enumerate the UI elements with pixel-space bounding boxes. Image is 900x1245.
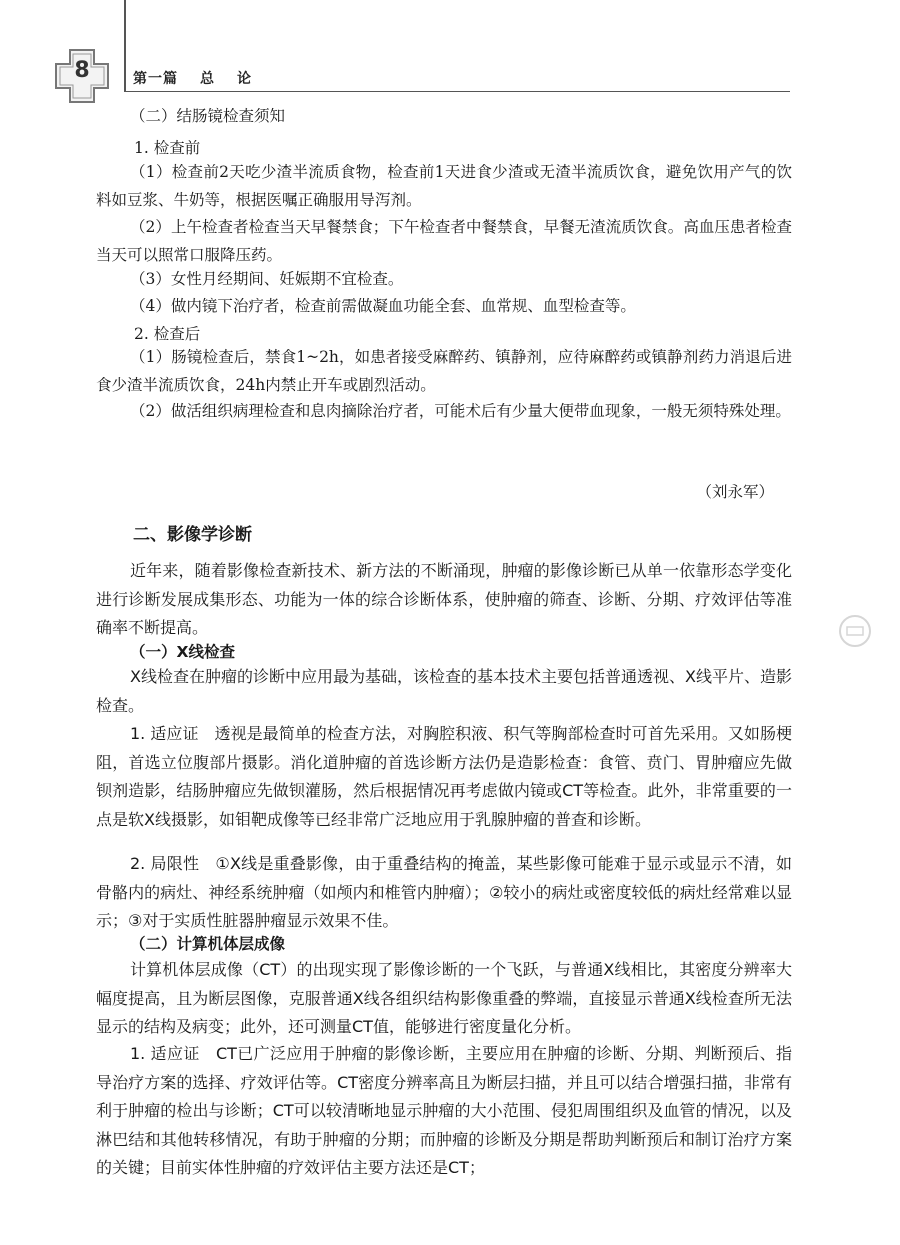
xray-intro: X线检查在肿瘤的诊断中应用最为基础，该检查的基本技术主要包括普通透视、X线平片、造影检查。 (96, 667, 792, 715)
imaging-intro: 近年来，随着影像检查新技术、新方法的不断涌现，肿瘤的影像诊断已从单一依靠形态学变化进行诊断发展成集形态、功能为一体的综合诊断体系，使肿瘤的筛查、诊断、分期、疗效评估等准确率不断提高。 (96, 561, 792, 637)
header-horizontal-rule (124, 91, 790, 92)
header-vertical-rule (124, 0, 126, 92)
running-head (133, 68, 252, 88)
colonoscopy-heading: （二）结肠镜检查须知 (130, 107, 286, 125)
ct-heading: （二）计算机体层成像 (130, 935, 286, 953)
watermark-logo-icon (838, 614, 872, 648)
before-item-1: （1）检查前2天吃少渣半流质食物，检查前1天进食少渣或无渣半流质饮食，避免饮用产气的饮料如豆浆、牛奶等，根据医嘱正确服用导泻剂。 (96, 163, 792, 209)
part-title-char-2: 论 (237, 71, 252, 87)
ct-intro: 计算机体层成像（CT）的出现实现了影像诊断的一个飞跃，与普通X线相比，其密度分辨率大幅度提高，且为断层图像，克服普通X线各组织结构影像重叠的弊端，直接显示普通X线检查所无法显示的结构及病变；此外，还可测量CT值，能够进行密度量化分析。 (96, 960, 792, 1036)
after-heading: 2. 检查后 (134, 325, 201, 343)
imaging-heading: 二、影像学诊断 (133, 525, 252, 545)
before-item-2: （2）上午检查者检查当天早餐禁食；下午检查者中餐禁食，早餐无渣流质饮食。高血压患者检查当天可以照常口服降压药。 (96, 218, 792, 264)
after-item-2: （2）做活组织病理检查和息肉摘除治疗者，可能术后有少量大便带血现象，一般无须特殊处理。 (130, 402, 791, 420)
part-label: 第一篇 (133, 71, 178, 87)
xray-heading: （一）X线检查 (130, 643, 235, 661)
part-title-char-1: 总 (200, 71, 215, 87)
page-number: 8 (74, 58, 90, 83)
before-heading: 1. 检查前 (134, 139, 201, 157)
author: （刘永军） (696, 483, 774, 501)
before-item-3: （3）女性月经期间、妊娠期不宜检查。 (130, 270, 404, 288)
xray-limitation: 2. 局限性 ①X线是重叠影像，由于重叠结构的掩盖，某些影像可能难于显示或显示不清，如骨骼内的病灶、神经系统肿瘤（如颅内和椎管内肿瘤）；②较小的病灶或密度较低的病灶经常难以显示；③对于实质性脏器肿瘤显示效果不佳。 (96, 854, 792, 930)
ct-indication: 1. 适应证 CT已广泛应用于肿瘤的影像诊断，主要应用在肿瘤的诊断、分期、判断预后、指导治疗方案的选择、疗效评估等。CT密度分辨率高且为断层扫描，并且可以结合增强扫描，非常有利于肿瘤的检出与诊断；CT可以较清晰地显示肿瘤的大小范围、侵犯周围组织及血管的情况，以及淋巴结和其他转移情况，有助于肿瘤的分期；而肿瘤的诊断及分期是帮助判断预后和制订治疗方案的关键；目前实体性肿瘤的疗效评估主要方法还是CT； (96, 1044, 792, 1177)
after-item-1: （1）肠镜检查后，禁食1~2h，如患者接受麻醉药、镇静剂，应待麻醉药或镇静剂药力消退后进食少渣半流质饮食，24h内禁止开车或剧烈活动。 (96, 348, 792, 394)
xray-indication: 1. 适应证 透视是最简单的检查方法，对胸腔积液、积气等胸部检查时可首先采用。又如肠梗阻，首选立位腹部片摄影。消化道肿瘤的首选诊断方法仍是造影检查：食管、贲门、胃肿瘤应先做钡剂造影，结肠肿瘤应先做钡灌肠，然后根据情况再考虑做内镜或CT等检查。此外，非常重要的一点是软X线摄影，如钼靶成像等已经非常广泛地应用于乳腺肿瘤的普查和诊断。 (96, 724, 792, 829)
before-item-4: （4）做内镜下治疗者，检查前需做凝血功能全套、血常规、血型检查等。 (130, 297, 636, 315)
